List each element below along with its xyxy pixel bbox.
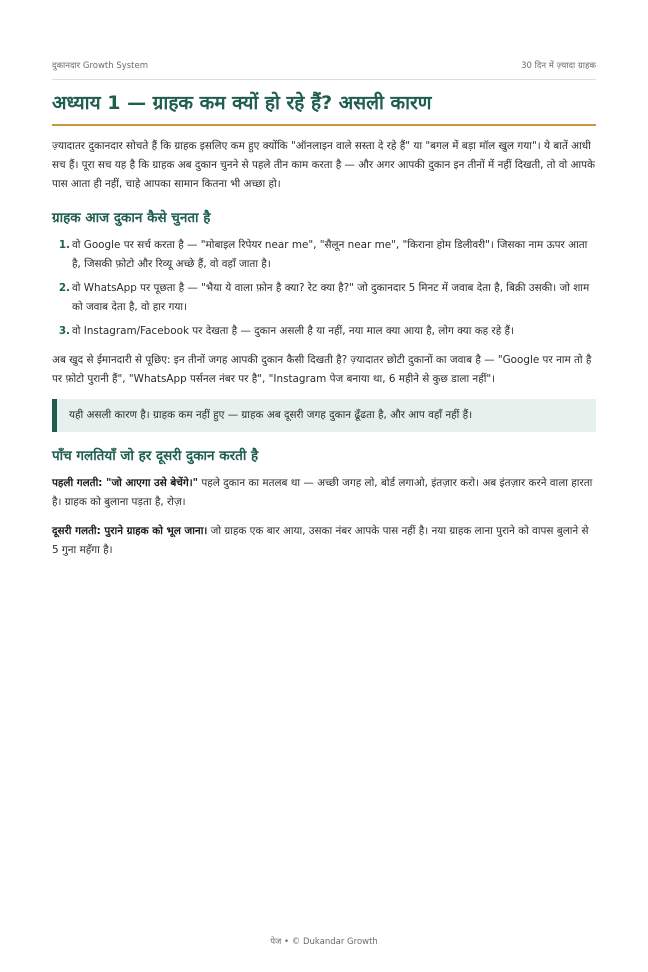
page-footer: पेज • © Dukandar Growth — [270, 937, 378, 947]
mistake-label: दूसरी गलती: पुराने ग्राहक को भूल जाना। — [52, 525, 208, 537]
list-item-text: वो Instagram/Facebook पर देखता है — दुकान असली है या नहीं, नया माल क्या आया है, लोग क्या कह रहे हैं। — [72, 325, 515, 337]
header-right-text: 30 दिन में ज़्यादा ग्राहक — [521, 61, 596, 71]
mistake-paragraph — [52, 522, 596, 560]
list-item — [52, 322, 596, 341]
list-number: 3. — [58, 325, 70, 337]
mistake-label: पहली गलती: "जो आएगा उसे बेचेंगे।" — [52, 477, 199, 489]
chapter-content — [52, 137, 596, 570]
section-heading-five-mistakes: पाँच गलतियाँ जो हर दूसरी दुकान करती है — [52, 448, 259, 464]
document-page — [52, 0, 596, 972]
mistake-text: पहले दुकान का मतलब था — अच्छी जगह लो, बोर्ड लगाओ, इंतज़ार करो। अब इंतज़ार करने वाला हारता है। ग्राहक को बुलाना पड़ता है, रोज़। — [52, 477, 593, 508]
mistake-text: जो ग्राहक एक बार आया, उसका नंबर आपके पास नहीं है। नया ग्राहक लाना पुराने को वापस बुलाने से 5 गुना महँगा है। — [52, 525, 589, 556]
list-number: 2. — [58, 282, 70, 294]
chapter-title: अध्याय 1 — ग्राहक कम क्यों हो रहे हैं? असली कारण — [52, 90, 596, 126]
list-number: 1. — [58, 239, 70, 251]
callout-box: यही असली कारण है। ग्राहक कम नहीं हुए — ग्राहक अब दूसरी जगह दुकान ढूँढता है, और आप वहाँ नहीं हैं। — [52, 399, 596, 432]
followup-paragraph: अब खुद से ईमानदारी से पूछिए: इन तीनों जगह आपकी दुकान कैसी दिखती है? ज़्यादातर छोटी दुकानों का जवाब है — "Google पर नाम तो है पर फ़ोटो पुरानी हैं", "WhatsApp पर्सनल नंबर पर है", "Instagram पेज बनाया था, 6 महीने से कुछ डाला नहीं"। — [52, 354, 592, 385]
section-heading-how-customer-chooses: ग्राहक आज दुकान कैसे चुनता है — [52, 210, 211, 226]
running-header — [52, 60, 596, 80]
list-item — [52, 236, 596, 274]
intro-paragraph: ज़्यादातर दुकानदार सोचते हैं कि ग्राहक इसलिए कम हुए क्योंकि "ऑनलाइन वाले सस्ता दे रहे हैं" या "बगल में बड़ा मॉल खुल गया"। ये बातें आधी सच हैं। पूरा सच यह है कि ग्राहक अब दुकान चुनने से पहले तीन काम करता है — और अगर आपकी दुकान इन तीनों में नहीं दिखती, तो वो आपके पास आता ही नहीं, चाहे आपका सामान कितना भी अच्छा हो। — [52, 140, 595, 190]
list-item — [52, 279, 596, 317]
list-item-text: वो Google पर सर्च करता है — "मोबाइल रिपेयर near me", "सैलून near me", "किराना होम डिलीवरी"। जिसका नाम ऊपर आता है, जिसकी फ़ोटो और रिव्यू अच्छे हैं, वो वहाँ जाता है। — [72, 239, 588, 270]
numbered-list — [52, 236, 596, 341]
list-item-text: वो WhatsApp पर पूछता है — "भैया ये वाला फ़ोन है क्या? रेट क्या है?" जो दुकानदार 5 मिनट में जवाब देता है, बिक्री उसकी। जो शाम को जवाब देता है, वो हार गया। — [72, 282, 590, 313]
header-left-text: दुकानदार Growth System — [52, 61, 149, 71]
mistake-paragraph — [52, 474, 596, 512]
